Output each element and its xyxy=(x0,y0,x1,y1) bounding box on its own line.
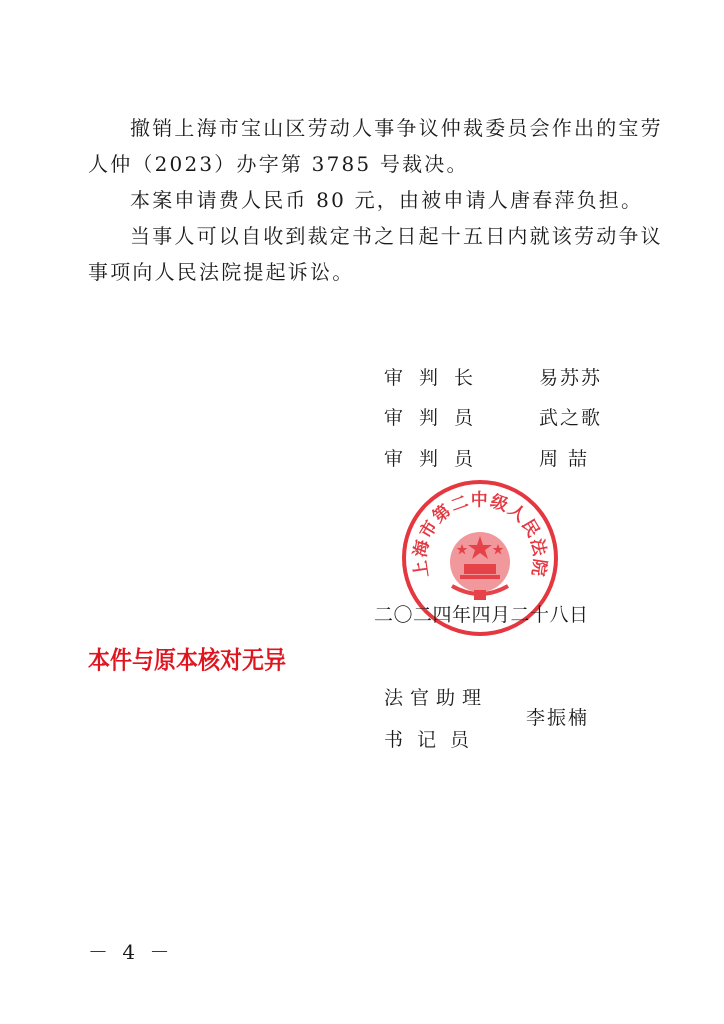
page-number: － 4 － xyxy=(88,940,174,964)
signature-title: 审判员 xyxy=(384,448,490,470)
certification-stamp: 本件与原本核对无异 xyxy=(88,647,287,675)
seal-text: 上海市第二中级人民法院 xyxy=(410,490,550,579)
signature-name: 易苏苏 xyxy=(539,367,603,389)
signature-row-judge xyxy=(384,445,589,473)
ruling-date: 二〇二四年四月二十八日 xyxy=(374,604,589,626)
signature-name: 周 喆 xyxy=(539,448,590,470)
assistant-judge-title: 法官助理 xyxy=(384,687,489,709)
clerk-title: 书记员 xyxy=(384,729,484,751)
signature-name: 武之歌 xyxy=(539,407,603,429)
signature-title: 审判长 xyxy=(384,367,490,389)
national-emblem-icon xyxy=(450,532,510,600)
signature-row-presiding-judge xyxy=(384,364,602,392)
clerk-name: 李振楠 xyxy=(526,707,590,729)
signature-title: 审判员 xyxy=(384,407,490,429)
ruling-paragraph-revoke: 撤销上海市宝山区劳动人事争议仲裁委员会作出的宝劳人仲（2023）办字第 3785 号裁决。 xyxy=(88,116,663,176)
ruling-paragraph-fee: 本案申请费人民币 80 元，由被申请人唐春萍负担。 xyxy=(130,188,644,212)
ruling-paragraph-appeal-right: 当事人可以自收到裁定书之日起十五日内就该劳动争议事项向人民法院提起诉讼。 xyxy=(88,224,663,284)
signature-row-judge xyxy=(384,404,602,432)
